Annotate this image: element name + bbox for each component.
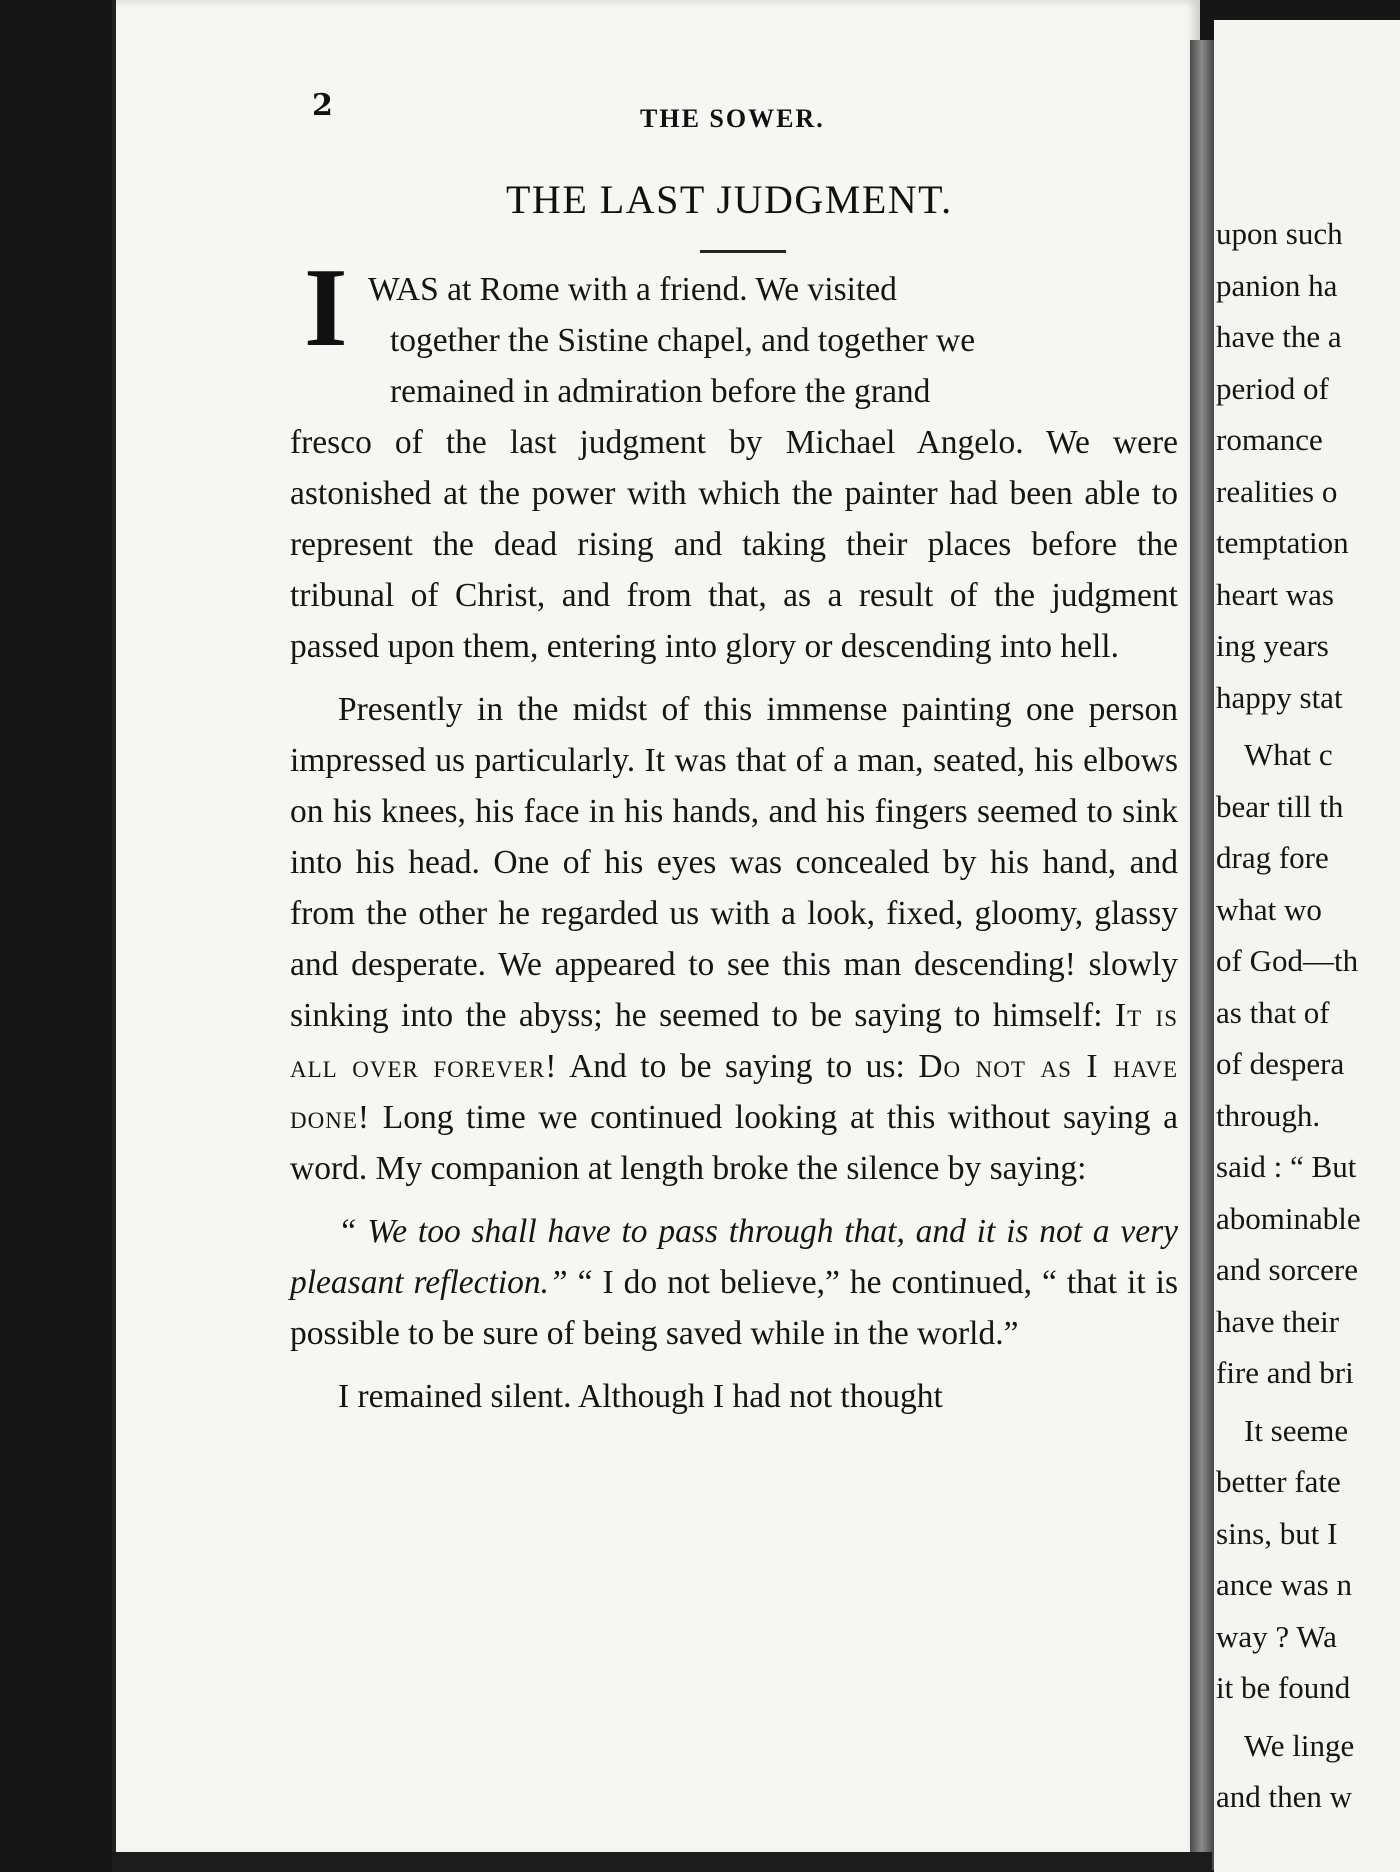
right-line: have the a	[1216, 319, 1342, 354]
paragraph-2-smallcaps-2: Do not as I have done!	[290, 1048, 1179, 1136]
paragraph-3-rest: “ I do not believe,” he continued, “ that it is possible to be sure of being saved while in the world.”	[290, 1264, 1178, 1352]
right-line: romance	[1216, 422, 1323, 457]
title-divider	[700, 250, 786, 253]
right-line: of despera	[1216, 1046, 1345, 1081]
page-bottom-edge	[112, 1852, 1212, 1872]
right-line: way ? Wa	[1216, 1618, 1337, 1654]
book-gutter	[1190, 40, 1216, 1870]
right-line: abominable	[1216, 1200, 1361, 1236]
right-line: period of	[1216, 370, 1329, 406]
right-line: it be found	[1216, 1670, 1351, 1705]
right-line: better fate	[1216, 1464, 1341, 1499]
right-line: ance was n	[1216, 1567, 1352, 1602]
paragraph-1-rest: fresco of the last judgment by Michael Angelo. We were astonished at the power with which the painter had been able to represent the dead rising and taking their places before the tribunal of Christ, and from that, as a result of the judgment passed upon them, entering into glory or descending into hell.	[290, 424, 1178, 665]
paragraph-1-line-1: WAS at Rome with a friend. We visited	[368, 271, 897, 308]
paragraph-3	[290, 1206, 1178, 1359]
left-page-edge	[112, 0, 116, 1858]
paragraph-1-line-3: remained in admiration before the grand	[390, 373, 931, 410]
right-line: fire and bri	[1216, 1355, 1354, 1390]
right-line: through.	[1216, 1097, 1321, 1133]
right-line: panion ha	[1216, 267, 1338, 303]
right-line: realities o	[1216, 473, 1338, 509]
right-line: ing years	[1216, 628, 1329, 663]
right-line: and then w	[1216, 1779, 1353, 1814]
right-line: upon such	[1216, 216, 1343, 251]
right-line: happy stat	[1216, 679, 1343, 715]
left-page-body	[290, 264, 1178, 1422]
paragraph-4: I remained silent. Although I had not thought	[338, 1378, 943, 1415]
article-title: THE LAST JUDGMENT.	[506, 177, 953, 222]
drop-cap: I	[304, 246, 348, 370]
paragraph-2-part-a: Presently in the midst of this immense painting one person impressed us particularly. It was that of a man, seated, his elbows on his knees, his face in his hands, and his fingers seemed to sink into his head. One of his eyes was concealed by his hand, and from the other he regarded us with a look, fixed, gloomy, glassy and desperate. We appeared to see this man descending! slowly sinking into the abyss; he seemed to be saying to himself:	[290, 691, 1178, 1034]
right-line: of God—th	[1216, 943, 1359, 978]
paragraph-2-part-c: Long time we continued looking at this without saying a word. My companion at length broke the silence by saying:	[290, 1099, 1179, 1187]
paragraph-2-part-b: And to be saying to us:	[569, 1048, 905, 1085]
right-line: It seeme	[1244, 1412, 1349, 1448]
right-line: what wo	[1216, 891, 1322, 927]
right-page-fragments	[1216, 208, 1400, 1823]
right-line: We linge	[1244, 1727, 1355, 1763]
page-number: 2	[312, 88, 333, 123]
running-head: THE SOWER.	[640, 104, 825, 133]
paragraph-1-line-2: together the Sistine chapel, and together we	[390, 322, 976, 359]
right-line: What c	[1244, 737, 1333, 772]
right-line: have their	[1216, 1303, 1340, 1339]
paragraph-2	[290, 684, 1178, 1194]
right-line: as that of	[1216, 994, 1330, 1030]
right-line: bear till th	[1216, 788, 1344, 824]
right-line: heart was	[1216, 576, 1334, 612]
right-line: and sorcere	[1216, 1252, 1358, 1287]
paragraph-2-smallcaps-1: It is all over forever!	[290, 997, 1178, 1085]
right-line: sins, but I	[1216, 1515, 1338, 1551]
right-line: drag fore	[1216, 840, 1329, 875]
right-line: said : “ But	[1216, 1149, 1357, 1184]
right-line: temptation	[1216, 525, 1349, 560]
paragraph-3-quote: “ We too shall have to pass through that, and it is not a very pleasant reflection.”	[290, 1213, 1178, 1301]
